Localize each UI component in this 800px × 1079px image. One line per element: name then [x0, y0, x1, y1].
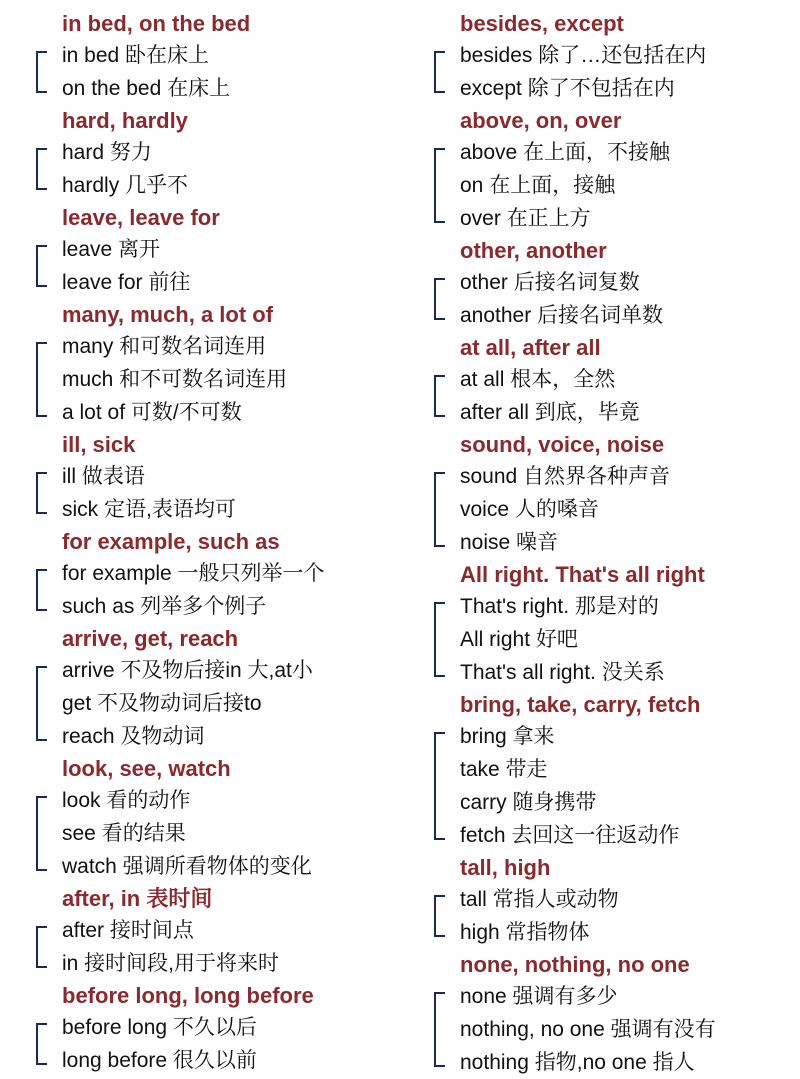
bracket-icon — [434, 278, 445, 320]
definition-item: see 看的结果 — [62, 822, 186, 845]
group-items — [34, 557, 394, 623]
group-items — [34, 914, 394, 980]
word-group — [34, 299, 394, 429]
word-group — [34, 883, 394, 980]
word-group — [34, 8, 394, 105]
definition-item: long before 很久以前 — [62, 1049, 257, 1072]
definition-item: That's all right. 没关系 — [460, 661, 665, 684]
word-group — [34, 980, 394, 1077]
word-group — [432, 949, 792, 1079]
group-title: leave, leave for — [62, 205, 220, 230]
group-items — [34, 1011, 394, 1077]
group-items — [432, 460, 792, 559]
definition-item: another 后接名词单数 — [460, 304, 664, 327]
bracket-icon — [36, 1023, 47, 1065]
word-group — [432, 429, 792, 559]
definition-item: in bed 卧在床上 — [62, 44, 210, 67]
word-group — [34, 105, 394, 202]
bracket-icon — [434, 732, 445, 840]
group-items — [34, 39, 394, 105]
definition-item: above 在上面，不接触 — [460, 141, 671, 164]
bracket-icon — [36, 796, 47, 871]
group-items — [432, 363, 792, 429]
word-group — [34, 753, 394, 883]
definition-item: sick 定语,表语均可 — [62, 498, 236, 521]
definition-item: hardly 几乎不 — [62, 174, 189, 197]
group-items — [34, 784, 394, 883]
word-group — [34, 623, 394, 753]
group-items — [432, 980, 792, 1079]
definition-item: tall 常指人或动物 — [460, 888, 619, 911]
group-title: before long, long before — [62, 983, 314, 1008]
group-items — [432, 136, 792, 235]
word-group — [432, 105, 792, 235]
group-title: tall, high — [460, 855, 551, 880]
group-items — [432, 883, 792, 949]
definition-item: many 和可数名词连用 — [62, 335, 267, 358]
group-title: none, nothing, no one — [460, 952, 690, 977]
definition-item: on 在上面，接触 — [460, 174, 616, 197]
bracket-icon — [434, 51, 445, 93]
group-title: All right. That's all right — [460, 562, 705, 587]
group-title: arrive, get, reach — [62, 626, 239, 651]
group-title: besides, except — [460, 11, 624, 36]
group-title: ill, sick — [62, 432, 136, 457]
bracket-icon — [36, 51, 47, 93]
bracket-icon — [36, 472, 47, 514]
definition-item: much 和不可数名词连用 — [62, 368, 288, 391]
word-group — [432, 332, 792, 429]
definition-item: over 在正上方 — [460, 207, 591, 230]
bracket-icon — [434, 895, 445, 937]
definition-item: at all 根本，全然 — [460, 368, 616, 391]
group-items — [432, 590, 792, 689]
right-column — [432, 8, 792, 1079]
word-group — [432, 559, 792, 689]
definition-item: before long 不久以后 — [62, 1016, 257, 1039]
definition-item: none 强调有多少 — [460, 985, 618, 1008]
group-title: many, much, a lot of — [62, 302, 274, 327]
group-title: look, see, watch — [62, 756, 231, 781]
word-group — [432, 235, 792, 332]
definition-item: except 除了不包括在内 — [460, 77, 675, 100]
group-title: for example, such as — [62, 529, 280, 554]
word-group — [34, 429, 394, 526]
definition-item: in 接时间段,用于将来时 — [62, 952, 280, 975]
group-items — [432, 720, 792, 852]
definition-item: voice 人的嗓音 — [460, 498, 599, 521]
definition-item: That's right. 那是对的 — [460, 595, 659, 618]
group-items — [34, 654, 394, 753]
group-title: in bed, on the bed — [62, 11, 251, 36]
definition-item: high 常指物体 — [460, 921, 590, 944]
definition-item: after all 到底，毕竟 — [460, 401, 640, 424]
group-items — [432, 266, 792, 332]
definition-item: on the bed 在床上 — [62, 77, 231, 100]
group-title: above, on, over — [460, 108, 622, 133]
bracket-icon — [434, 472, 445, 547]
definition-item: a lot of 可数/不可数 — [62, 401, 242, 424]
definition-item: besides 除了…还包括在内 — [460, 44, 707, 67]
bracket-icon — [36, 245, 47, 287]
definition-item: fetch 去回这一往返动作 — [460, 824, 680, 847]
group-title: other, another — [460, 238, 607, 263]
definition-item: nothing, no one 强调有没有 — [460, 1018, 716, 1041]
group-items — [34, 233, 394, 299]
word-group — [432, 8, 792, 105]
group-items — [34, 136, 394, 202]
definition-item: for example 一般只列举一个 — [62, 562, 325, 585]
word-group — [432, 852, 792, 949]
word-group — [34, 202, 394, 299]
left-column — [34, 8, 394, 1077]
definition-item: nothing 指物,no one 指人 — [460, 1051, 695, 1074]
definition-item: reach 及物动词 — [62, 725, 205, 748]
word-group — [432, 689, 792, 852]
bracket-icon — [36, 569, 47, 611]
definition-item: noise 噪音 — [460, 531, 559, 554]
bracket-icon — [434, 148, 445, 223]
definition-item: get 不及物动词后接to — [62, 692, 262, 715]
definition-item: bring 拿来 — [460, 725, 555, 748]
bracket-icon — [434, 602, 445, 677]
definition-item: other 后接名词复数 — [460, 271, 640, 294]
bracket-icon — [36, 666, 47, 741]
group-title: after, in 表时间 — [62, 886, 213, 911]
group-title: sound, voice, noise — [460, 432, 665, 457]
definition-item: All right 好吧 — [460, 628, 578, 651]
group-items — [34, 330, 394, 429]
group-items — [432, 39, 792, 105]
group-title: hard, hardly — [62, 108, 188, 133]
bracket-icon — [36, 148, 47, 190]
group-title: at all, after all — [460, 335, 601, 360]
definition-item: look 看的动作 — [62, 789, 191, 812]
group-title: bring, take, carry, fetch — [460, 692, 701, 717]
definition-item: carry 随身携带 — [460, 791, 597, 814]
definition-item: sound 自然界各种声音 — [460, 465, 671, 488]
group-items — [34, 460, 394, 526]
definition-item: arrive 不及物后接in 大,at小 — [62, 659, 313, 682]
definition-item: watch 强调所看物体的变化 — [62, 855, 312, 878]
definition-item: after 接时间点 — [62, 919, 194, 942]
definition-item: ill 做表语 — [62, 465, 145, 488]
definition-item: take 带走 — [460, 758, 548, 781]
definition-item: leave 离开 — [62, 238, 161, 261]
bracket-icon — [36, 926, 47, 968]
bracket-icon — [36, 342, 47, 417]
definition-item: hard 努力 — [62, 141, 152, 164]
word-group — [34, 526, 394, 623]
bracket-icon — [434, 375, 445, 417]
definition-item: leave for 前往 — [62, 271, 191, 294]
bracket-icon — [434, 992, 445, 1067]
definition-item: such as 列举多个例子 — [62, 595, 267, 618]
